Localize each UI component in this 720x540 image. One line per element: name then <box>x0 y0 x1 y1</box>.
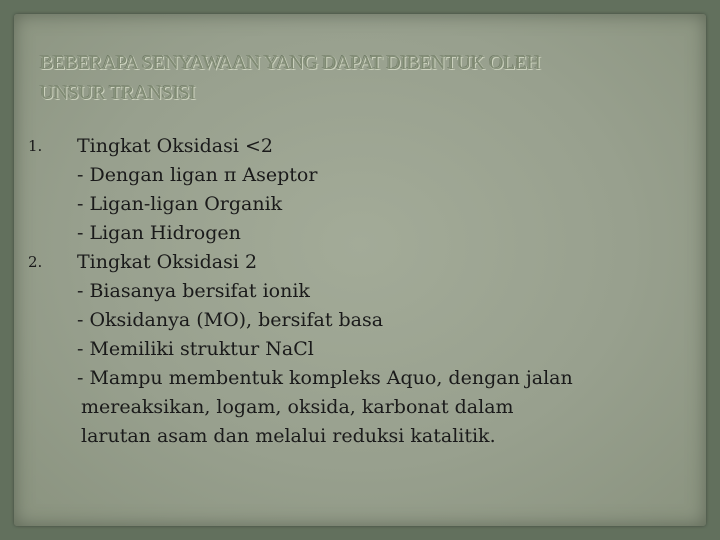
subline-text: - Mampu membentuk kompleks Aquo, dengan jalan <box>77 367 573 389</box>
list-number: 1. <box>28 137 43 155</box>
subline-text: - Dengan ligan π Aseptor <box>77 164 318 186</box>
list-subline <box>26 422 686 451</box>
list-heading: Tingkat Oksidasi 2 <box>77 251 258 273</box>
list-subline <box>26 219 686 248</box>
list-item-1 <box>26 132 686 161</box>
subline-text: - Memiliki struktur NaCl <box>77 338 314 360</box>
list-subline <box>26 364 686 393</box>
numbered-list <box>26 132 686 451</box>
subline-text: - Biasanya bersifat ionik <box>77 280 310 302</box>
subline-text: mereaksikan, logam, oksida, karbonat dalam <box>81 396 514 418</box>
list-subline <box>26 161 686 190</box>
slide-title: BEBERAPA SENYAWAAN YANG DAPAT DIBENTUK OLEH UNSUR TRANSISI <box>40 52 541 104</box>
list-subline <box>26 306 686 335</box>
list-subline <box>26 190 686 219</box>
subline-text: - Oksidanya (MO), bersifat basa <box>77 309 384 331</box>
list-subline <box>26 335 686 364</box>
subline-text: larutan asam dan melalui reduksi katalitik. <box>81 425 496 447</box>
list-number: 2. <box>28 253 43 271</box>
subline-text: - Ligan-ligan Organik <box>77 193 283 215</box>
subline-text: - Ligan Hidrogen <box>77 222 241 244</box>
list-subline <box>26 393 686 422</box>
list-subline <box>26 277 686 306</box>
list-heading: Tingkat Oksidasi <2 <box>77 135 273 157</box>
list-item-2 <box>26 248 686 277</box>
